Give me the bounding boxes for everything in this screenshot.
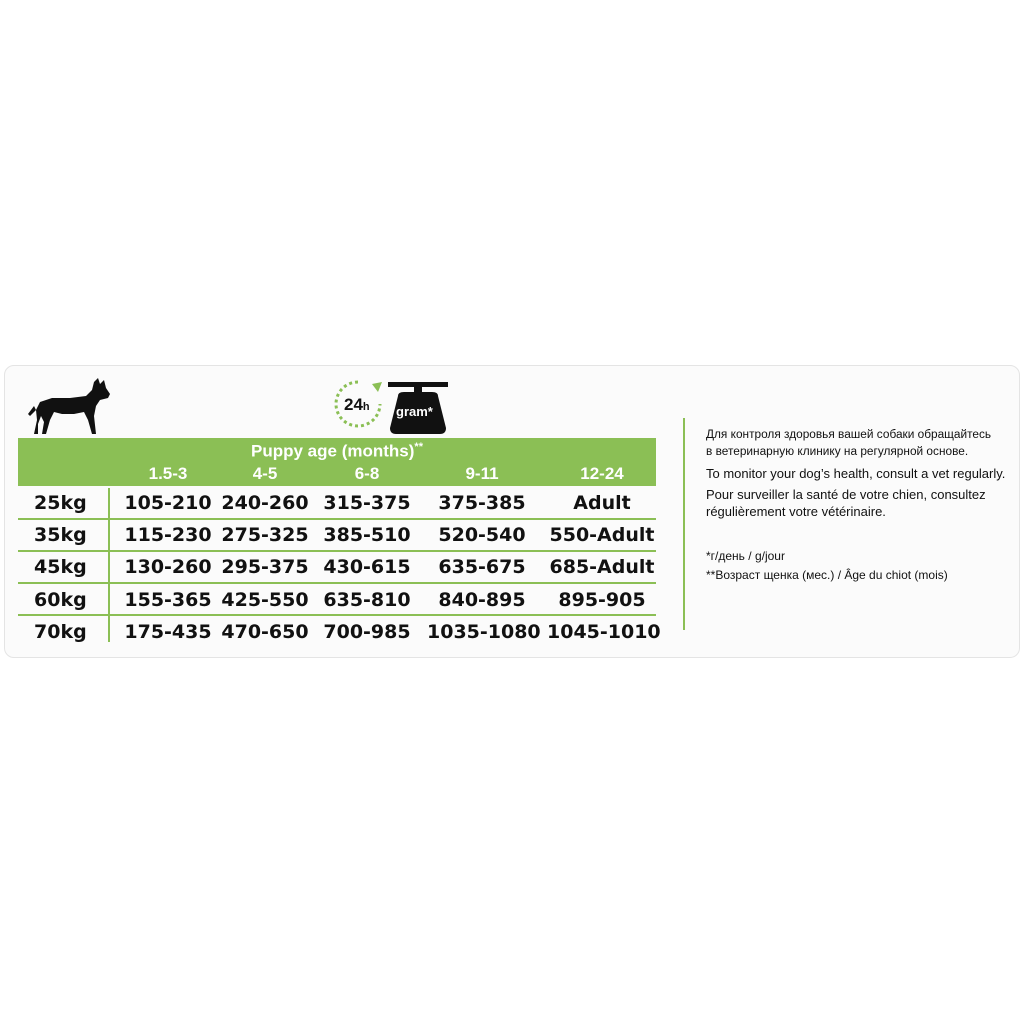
footnote-age: **Возраст щенка (мес.) / Âge du chiot (mois) — [706, 568, 948, 582]
weight-column-divider — [108, 488, 110, 642]
table-cell: 155-365 — [124, 589, 212, 611]
row-divider — [18, 582, 656, 584]
note-ru-line2: в ветеринарную клинику на регулярной основе. — [706, 446, 969, 458]
table-cell: 105-210 — [124, 492, 212, 514]
table-cell: 240-260 — [221, 492, 309, 514]
row-divider — [18, 614, 656, 616]
table-cell: 685-Adult — [549, 556, 655, 578]
table-cell: 840-895 — [438, 589, 526, 611]
table-cell: 470-650 — [221, 621, 309, 643]
row-divider — [18, 550, 656, 552]
row-divider — [18, 518, 656, 520]
age-column-2: 4-5 — [252, 464, 278, 483]
table-cell: 895-905 — [558, 589, 646, 611]
table-cell: 115-230 — [124, 524, 212, 546]
table-cell: 385-510 — [323, 524, 411, 546]
table-cell: 700-985 — [323, 621, 411, 643]
row-weight-1: 25kg — [34, 492, 87, 514]
note-fr-line2: régulièrement votre vétérinaire. — [706, 504, 886, 519]
row-weight-3: 45kg — [34, 556, 87, 578]
table-cell: 430-615 — [323, 556, 411, 578]
table-cell: 550-Adult — [549, 524, 655, 546]
dog-silhouette-icon — [28, 376, 112, 436]
clock-label: 24h — [344, 395, 370, 414]
note-fr-line1: Pour surveiller la santé de votre chien, consultez — [706, 487, 986, 502]
notes-divider — [683, 418, 685, 630]
table-cell: 635-675 — [438, 556, 526, 578]
table-cell: 315-375 — [323, 492, 411, 514]
table-cell: 130-260 — [124, 556, 212, 578]
age-column-3: 6-8 — [354, 464, 380, 483]
table-cell: 1035-1080 — [427, 621, 541, 643]
table-cell: 425-550 — [221, 589, 309, 611]
scale-label: gram* — [396, 404, 433, 419]
table-cell: 1045-1010 — [547, 621, 661, 643]
table-cell: 175-435 — [124, 621, 212, 643]
table-cell: 520-540 — [438, 524, 526, 546]
age-column-1: 1.5-3 — [148, 464, 188, 483]
table-cell: 635-810 — [323, 589, 411, 611]
age-column-5: 12-24 — [580, 464, 624, 483]
note-en: To monitor your dog’s health, consult a vet regularly. — [706, 466, 1006, 481]
row-weight-5: 70kg — [34, 621, 87, 643]
note-ru-line1: Для контроля здоровья вашей собаки обращайтесь — [706, 429, 992, 441]
table-cell: 375-385 — [438, 492, 526, 514]
row-weight-4: 60kg — [34, 589, 87, 611]
age-column-4: 9-11 — [465, 464, 499, 483]
table-cell: 295-375 — [221, 556, 309, 578]
row-weight-2: 35kg — [34, 524, 87, 546]
footnote-grams: *г/день / g/jour — [706, 549, 785, 563]
table-cell: Adult — [573, 492, 631, 514]
table-cell: 275-325 — [221, 524, 309, 546]
table-header-title: Puppy age (months)** — [251, 441, 423, 461]
